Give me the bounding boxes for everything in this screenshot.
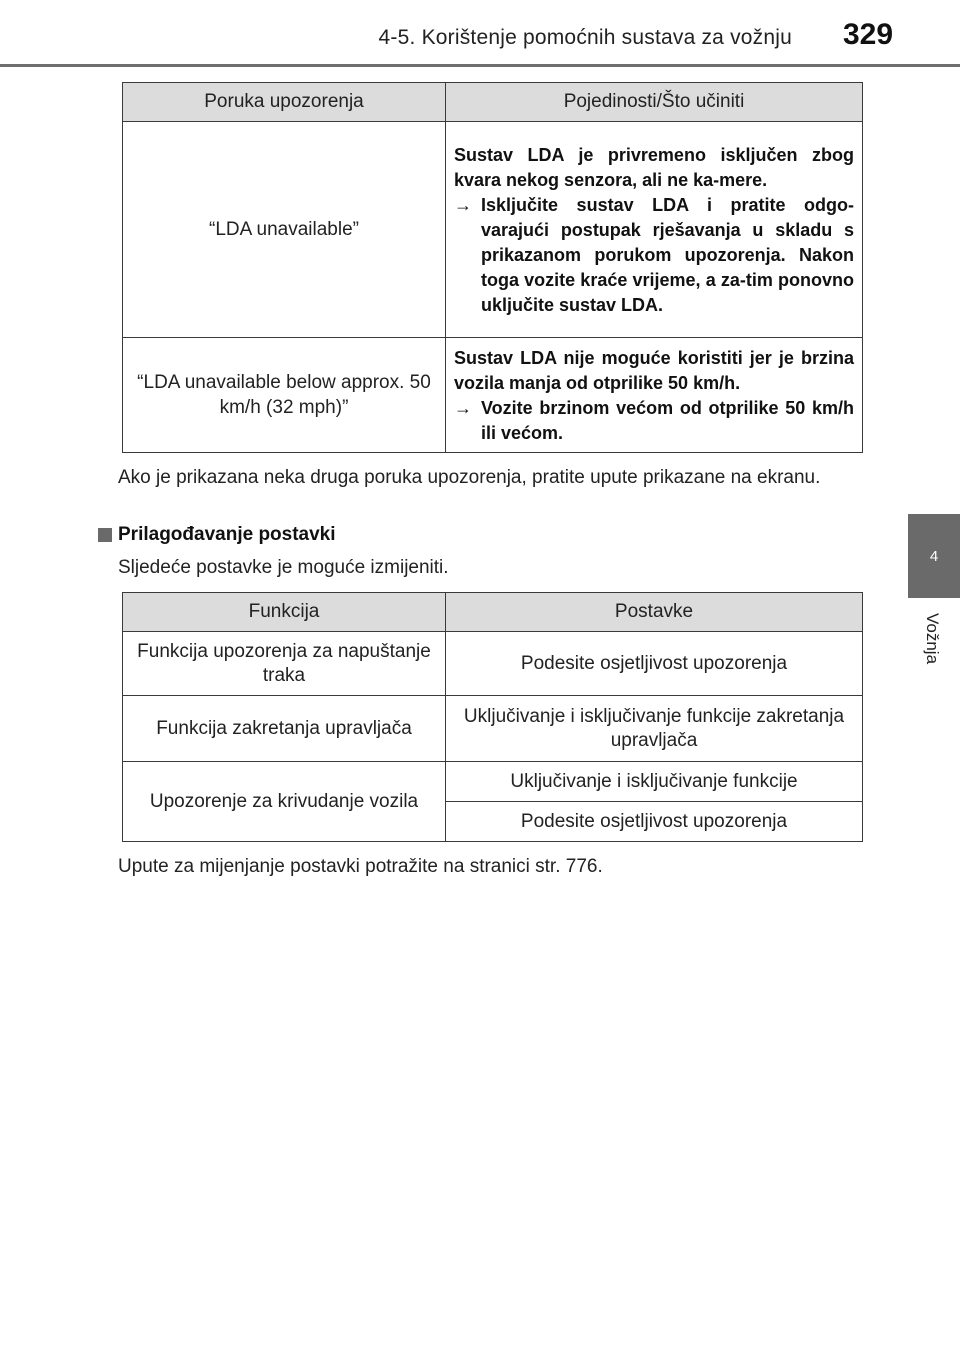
settings-cell: Podesite osjetljivost upozorenja	[446, 632, 863, 696]
warning-details	[446, 338, 863, 453]
arrow-right-icon: →	[454, 195, 472, 215]
table-header-details: Pojedinosti/Što učiniti	[446, 83, 863, 122]
settings-table	[122, 592, 863, 842]
warning-message: “LDA unavailable below approx. 50 km/h (32 mph)”	[123, 338, 446, 453]
chapter-tab[interactable]	[908, 514, 960, 598]
table-row	[123, 696, 863, 762]
function-cell: Funkcija zakretanja upravljača	[123, 696, 446, 762]
action-step	[454, 396, 854, 446]
header-divider	[0, 64, 960, 67]
section-heading	[98, 524, 336, 546]
chapter-label: Vožnja	[923, 613, 942, 665]
table-row	[123, 632, 863, 696]
note-paragraph: Ako je prikazana neka druga poruka upozorenja, pratite upute prikazane na ekranu.	[118, 467, 821, 488]
table-row	[123, 122, 863, 338]
table-header-message: Poruka upozorenja	[123, 83, 446, 122]
section-title: 4-5. Korištenje pomoćnih sustava za vožnju	[378, 26, 792, 49]
function-cell: Funkcija upozorenja za napuštanje traka	[123, 632, 446, 696]
table-header-function: Funkcija	[123, 593, 446, 632]
action-text: Vozite brzinom većom od otprilike 50 km/h ili većom.	[481, 398, 854, 443]
detail-text: Sustav LDA nije moguće koristiti jer je brzina vozila manja od otprilike 50 km/h.	[454, 348, 854, 393]
settings-cell: Podesite osjetljivost upozorenja	[446, 802, 863, 842]
settings-cell: Uključivanje i isključivanje funkcije	[446, 762, 863, 802]
chapter-number: 4	[929, 547, 939, 565]
warning-message-table	[122, 82, 863, 453]
function-cell: Upozorenje za krivudanje vozila	[123, 762, 446, 842]
intro-paragraph: Sljedeće postavke je moguće izmijeniti.	[118, 557, 449, 578]
table-row	[123, 338, 863, 453]
arrow-right-icon: →	[454, 398, 472, 418]
section-heading-text: Prilagođavanje postavki	[118, 524, 336, 545]
square-bullet-icon	[98, 528, 112, 542]
settings-cell: Uključivanje i isključivanje funkcije zakretanja upravljača	[446, 696, 863, 762]
footer-paragraph: Upute za mijenjanje postavki potražite na stranici str. 776.	[118, 856, 603, 877]
table-header-settings: Postavke	[446, 593, 863, 632]
detail-text: Sustav LDA je privremeno isključen zbog kvara nekog senzora, ali ne ka-mere.	[454, 145, 854, 190]
warning-message: “LDA unavailable”	[123, 122, 446, 338]
action-text: Isključite sustav LDA i pratite odgo-varajući postupak rješavanja u skladu s prikazanom porukom upozorenja. Nakon toga vozite kraće vrijeme, a za-tim ponovno uključite sustav LDA.	[481, 195, 854, 315]
page-number: 329	[842, 18, 894, 51]
table-row	[123, 762, 863, 802]
warning-details	[446, 122, 863, 338]
action-step	[454, 193, 854, 318]
